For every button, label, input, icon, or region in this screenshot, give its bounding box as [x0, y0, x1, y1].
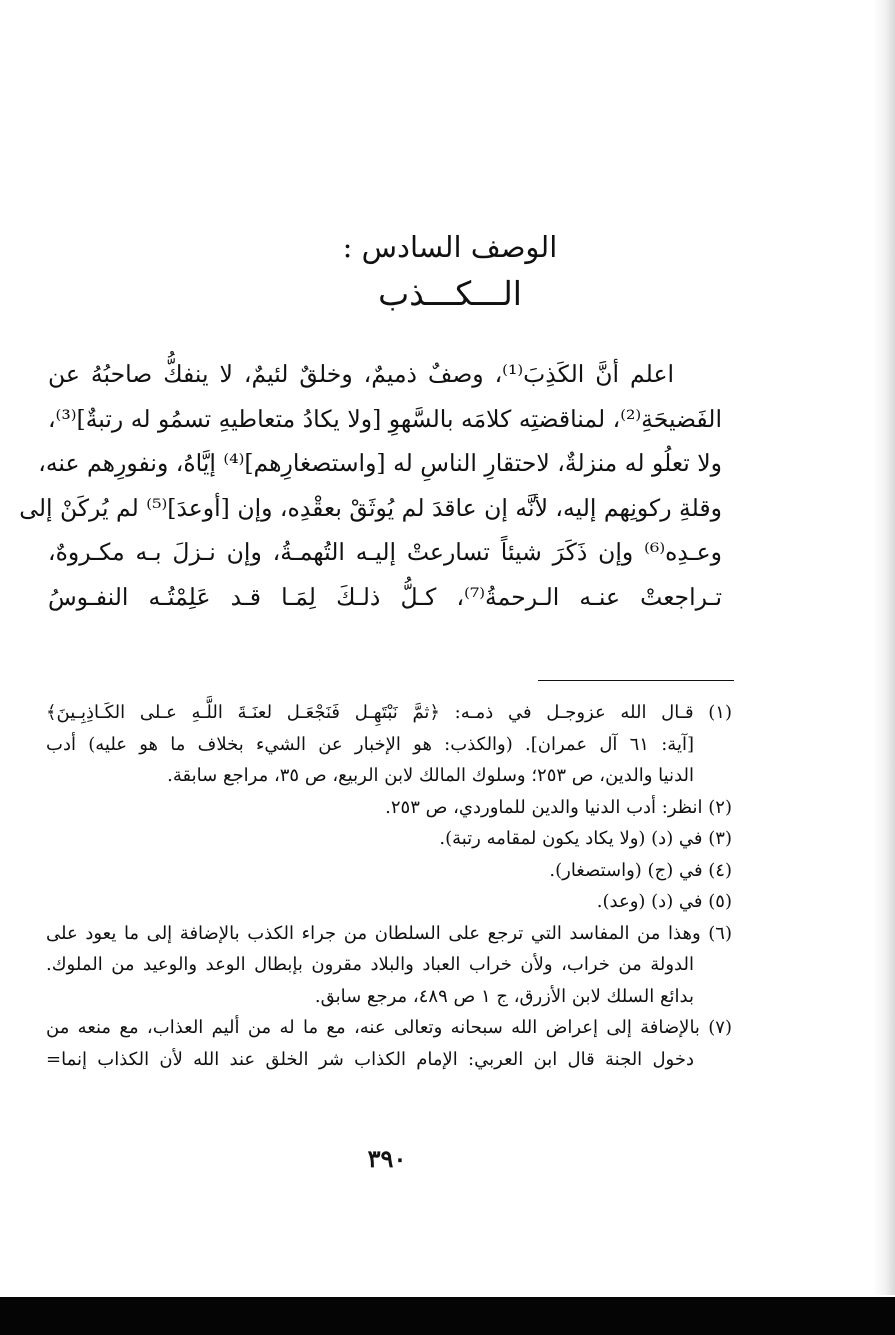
section-title: الـــكـــذب: [378, 274, 522, 313]
footnote-3: (٣) في (د) (ولا يكاد يكون لمقامه رتبة).: [439, 828, 732, 849]
footnote-6: (٦) وهذا من المفاسد التي ترجع على السلطان من جراء الكذب بالإضافة إلى ما يعود على: [46, 922, 732, 944]
scan-page-edge: [873, 0, 895, 1295]
scan-bottom-border: [0, 1297, 895, 1335]
footnote-1-continued: [آية: ٦١ آل عمران]. (والكذب: هو الإخبار عن الشيء بخلاف ما هو عليه) أدب: [46, 733, 694, 755]
paragraph-line: ولا تعلُو له منزلةٌ، لاحتقارِ الناسِ له [واستصغارِهم]⁽⁴⁾ إيَّاهُ، ونفورِهم عنه،: [38, 449, 722, 477]
footnote-4: (٤) في (ج) (واستصغار).: [549, 859, 732, 881]
footnote-5: (٥) في (د) (وعد).: [596, 891, 732, 912]
paragraph-line: اعلم أنَّ الكَذِبَ⁽¹⁾، وصفٌ ذميمٌ، وخلقٌ لئيمٌ، لا ينفكُّ صاحبُهُ عن: [48, 360, 674, 388]
paragraph-line: وعـدِه⁽⁶⁾ وإن ذَكَرَ شيئاً تسارعتْ إليـه التُهمـةُ، وإن نـزلَ بـه مكـروهٌ،: [48, 538, 722, 566]
paragraph-line: وقلةِ ركونِهم إليه، لأنَّه إن عاقدَ لم يُوثَقْ بعقْدِه، وإن [أوعدَ]⁽⁵⁾ لم يُركَنْ إلى: [19, 493, 722, 522]
section-label: الوصف السادس :: [342, 230, 558, 264]
paragraph-line: الفَضيحَةِ⁽²⁾، لمناقضتِه كلامَه بالسَّهوِ [ولا يكادُ متعاطيهِ تسمُو له رتبةٌ]⁽³⁾،: [47, 404, 722, 433]
footnote-divider: [538, 680, 734, 681]
footnote-6-continued: الدولة من خراب، ولأن خراب العباد والبلاد مقرون بإبطال الوعد والوعيد من الملوك.: [46, 954, 694, 975]
paragraph-line: تـراجعتْ عنـه الـرحمةُ⁽⁷⁾، كـلُّ ذلـكَ لِمَـا قـد عَلِمْتُـه النفـوسُ: [48, 582, 723, 611]
page-number: ٣٩٠: [367, 1144, 407, 1173]
main-paragraph: [19, 352, 723, 619]
footnote-2: (٢) انظر: أدب الدنيا والدين للماوردي، ص ٢٥٣.: [385, 796, 732, 818]
footnote-1: (١) قـال الله عزوجـل في ذمـه: ﴿ثمَّ نَبْتَهِـل فَنَجْعَـل لعنَـةَ اللَّـهِ عـلى الكَـاذِبِـينَ﴾: [46, 702, 732, 723]
footnotes: [46, 697, 732, 1075]
footnote-7-continued: دخول الجنة قال ابن العربي: الإمام الكذاب شر الخلق عند الله لأن الكذاب إنما=: [46, 1048, 694, 1070]
footnote-6-continued: بدائع السلك لابن الأزرق، ج ١ ص ٤٨٩، مرجع سابق.: [314, 985, 694, 1007]
footnote-7: (٧) بالإضافة إلى إعراض الله سبحانه وتعالى عنه، مع ما له من أليم العذاب، مع منعه من: [46, 1017, 732, 1038]
footnote-1-continued: الدنيا والدين، ص ٢٥٣؛ وسلوك المالك لابن الربيع، ص ٣٥، مراجع سابقة.: [167, 765, 694, 786]
section-heading: [120, 225, 780, 319]
